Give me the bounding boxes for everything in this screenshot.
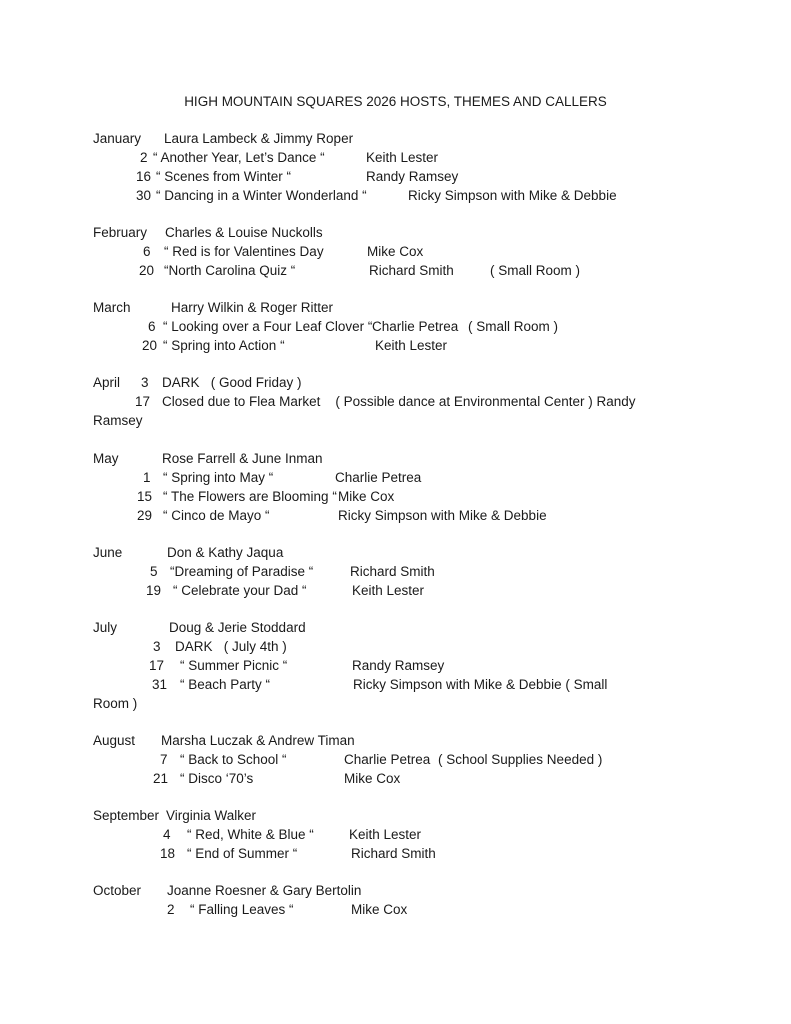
event-day: 15 [137, 489, 153, 504]
event-caller: Randy Ramsey [366, 169, 459, 184]
event-day: 21 [153, 771, 169, 786]
event-theme: “ Red is for Valentines Day [164, 244, 324, 259]
event-caller: Ricky Simpson with Mike & Debbie [408, 188, 617, 203]
event-caller-wrap: Room ) [93, 696, 138, 711]
event-day: 20 [139, 263, 155, 278]
event-caller: Richard Smith [350, 564, 435, 579]
event-theme: “ Looking over a Four Leaf Clover “ [163, 319, 373, 334]
month-label: April [93, 375, 121, 390]
event-note: ( Small Room ) [490, 263, 581, 278]
event-caller: Mike Cox [338, 489, 395, 504]
month-label: October [93, 883, 142, 898]
event-day: 5 [150, 564, 158, 579]
month-label: May [93, 451, 119, 466]
event-caller: Keith Lester [349, 827, 422, 842]
event-theme: DARK ( July 4th ) [175, 639, 287, 654]
month-label: February [93, 225, 148, 240]
event-theme: “ Celebrate your Dad “ [173, 583, 307, 598]
event-theme: “ Back to School “ [180, 752, 287, 767]
event-theme: “ Cinco de Mayo “ [163, 508, 270, 523]
hosts: Doug & Jerie Stoddard [169, 620, 306, 635]
event-theme: DARK ( Good Friday ) [162, 375, 302, 390]
event-day: 1 [143, 470, 151, 485]
event-note: ( School Supplies Needed ) [438, 752, 603, 767]
event-theme: “ Another Year, Let’s Dance “ [153, 150, 325, 165]
month-label: June [93, 545, 123, 560]
event-day: 6 [148, 319, 156, 334]
event-theme: “North Carolina Quiz “ [164, 263, 296, 278]
event-caller: Keith Lester [366, 150, 439, 165]
event-caller: Charlie Petrea [344, 752, 431, 767]
event-caller: Mike Cox [367, 244, 424, 259]
page-title: HIGH MOUNTAIN SQUARES 2026 HOSTS, THEMES AND CALLERS [184, 94, 607, 109]
event-theme: “ Disco ‘70’s [180, 771, 254, 786]
hosts: Harry Wilkin & Roger Ritter [171, 300, 334, 315]
event-theme-wrap: Ramsey [93, 413, 143, 428]
event-theme: “ Beach Party “ [180, 677, 271, 692]
event-day: 30 [136, 188, 152, 203]
event-day: 31 [152, 677, 168, 692]
event-day: 2 [167, 902, 175, 917]
event-day: 17 [149, 658, 165, 673]
month-label: July [93, 620, 118, 635]
event-day: 29 [137, 508, 153, 523]
event-theme: “ The Flowers are Blooming “ [163, 489, 337, 504]
event-theme: “ End of Summer “ [187, 846, 298, 861]
event-theme: Closed due to Flea Market ( Possible dance at Environmental Center ) Randy [162, 394, 636, 409]
hosts: Laura Lambeck & Jimmy Roper [164, 131, 354, 146]
event-day: 3 [153, 639, 161, 654]
event-caller: Richard Smith [351, 846, 436, 861]
hosts: Marsha Luczak & Andrew Timan [161, 733, 355, 748]
month-label: March [93, 300, 131, 315]
month-label: August [93, 733, 136, 748]
hosts: Don & Kathy Jaqua [167, 545, 284, 560]
event-caller: Keith Lester [352, 583, 425, 598]
hosts: Virginia Walker [166, 808, 257, 823]
event-day: 16 [136, 169, 152, 184]
event-day: 6 [143, 244, 151, 259]
hosts: Joanne Roesner & Gary Bertolin [167, 883, 362, 898]
event-day: 3 [141, 375, 149, 390]
hosts: Charles & Louise Nuckolls [165, 225, 323, 240]
event-caller: Charlie Petrea [372, 319, 459, 334]
event-day: 4 [163, 827, 171, 842]
event-theme: “Dreaming of Paradise “ [170, 564, 314, 579]
event-day: 2 [140, 150, 148, 165]
event-note: ( Small Room ) [468, 319, 559, 334]
event-theme: “ Red, White & Blue “ [187, 827, 314, 842]
event-day: 20 [142, 338, 158, 353]
event-caller: Richard Smith [369, 263, 454, 278]
event-theme: “ Scenes from Winter “ [156, 169, 292, 184]
event-caller: Keith Lester [375, 338, 448, 353]
event-caller: Ricky Simpson with Mike & Debbie [338, 508, 547, 523]
event-theme: “ Spring into Action “ [163, 338, 285, 353]
event-day: 7 [160, 752, 168, 767]
month-label: January [93, 131, 142, 146]
event-caller: Ricky Simpson with Mike & Debbie ( Small [353, 677, 608, 692]
event-day: 18 [160, 846, 176, 861]
event-day: 17 [135, 394, 151, 409]
event-caller: Mike Cox [344, 771, 401, 786]
event-theme: “ Spring into May “ [163, 470, 274, 485]
month-label: September [93, 808, 160, 823]
event-theme: “ Dancing in a Winter Wonderland “ [156, 188, 367, 203]
event-theme: “ Falling Leaves “ [190, 902, 294, 917]
event-theme: “ Summer Picnic “ [180, 658, 288, 673]
event-caller: Charlie Petrea [335, 470, 422, 485]
event-caller: Mike Cox [351, 902, 408, 917]
event-day: 19 [146, 583, 162, 598]
event-caller: Randy Ramsey [352, 658, 445, 673]
hosts: Rose Farrell & June Inman [162, 451, 323, 466]
